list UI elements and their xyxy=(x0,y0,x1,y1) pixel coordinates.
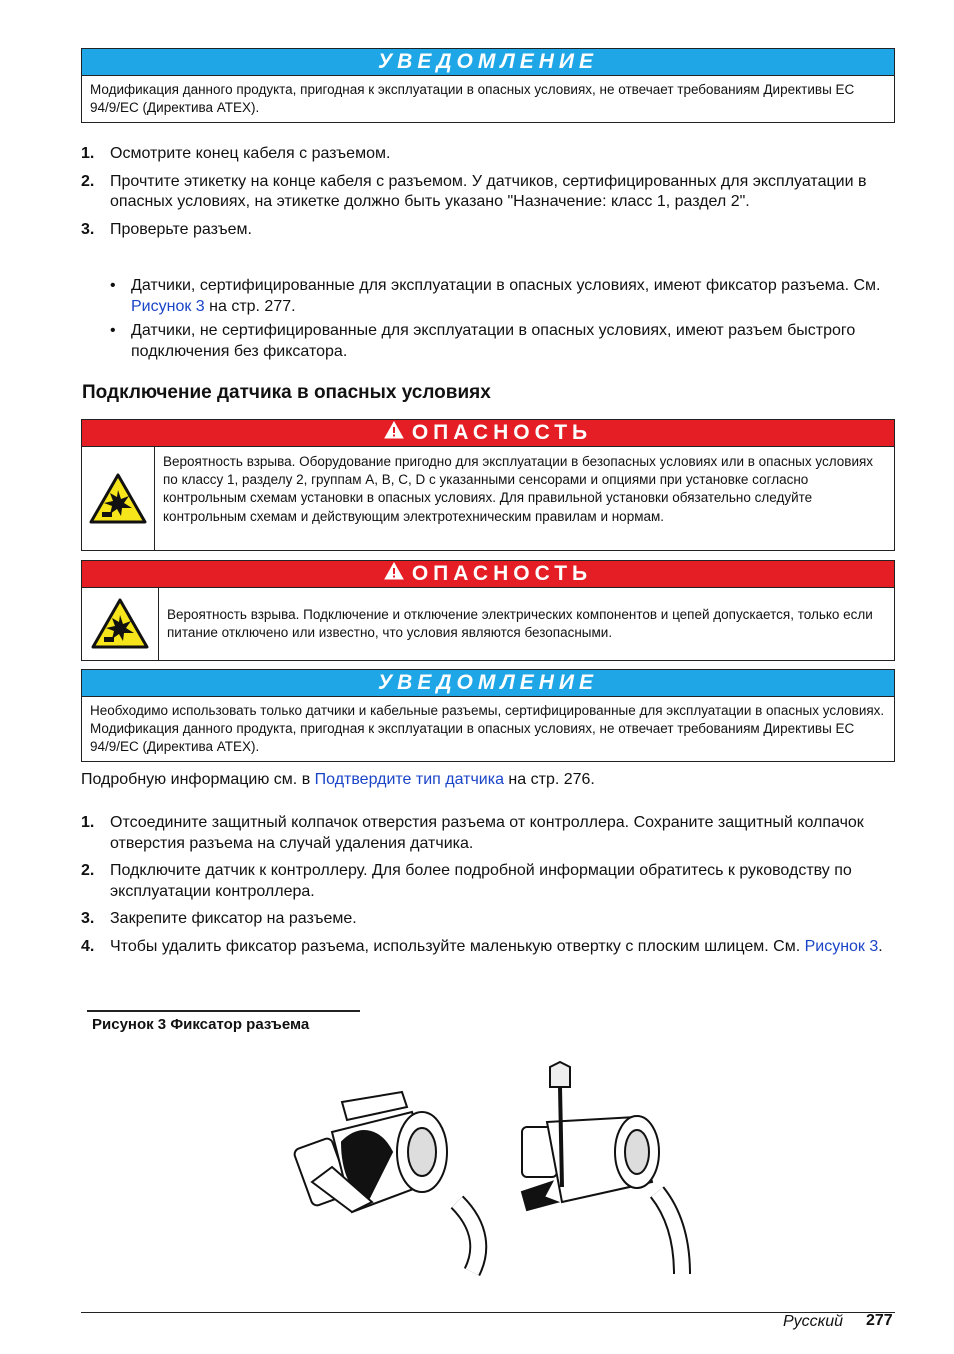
step-item xyxy=(81,172,895,213)
figure-3-link[interactable]: Рисунок 3 xyxy=(131,298,205,315)
notice-text: Необходимо использовать только датчики и кабельные разъемы, сертифицированные для эксплуатации в опасных условиях. Модификация данного продукта, пригодная к эксплуатации в опасных условиях, не отвечает требованиям Директивы ЕС 94/9/EC (Директива ATEX). xyxy=(90,703,885,754)
notice-header: УВЕДОМЛЕНИЕ xyxy=(82,49,894,76)
step-text: Прочтите этикетку на конце кабеля с разъемом. У датчиков, сертифицированных для эксплуатации в опасных условиях, на этикетке должно быть указано "Назначение: класс 1, раздел 2". xyxy=(110,172,867,210)
step-item xyxy=(81,813,895,854)
page-number: 277 xyxy=(866,1312,893,1329)
footer-rule xyxy=(81,1312,895,1313)
figure-3-link[interactable]: Рисунок 3 xyxy=(804,937,879,955)
danger-header xyxy=(82,561,894,588)
info-paragraph xyxy=(81,771,595,789)
step-number: 2. xyxy=(81,172,95,190)
connector-bullets xyxy=(110,275,895,365)
step-text: Осмотрите конец кабеля с разъемом. xyxy=(110,145,391,162)
bullet-text: Датчики, сертифицированные для эксплуатации в опасных условиях, имеют фиксатор разъема. См. xyxy=(131,277,881,294)
explosion-warning-icon xyxy=(82,447,155,550)
info-text: Подробную информацию см. в xyxy=(81,771,315,788)
step-number: 2. xyxy=(81,862,95,879)
connector-screwdriver-image xyxy=(522,1062,682,1274)
step-number: 3. xyxy=(81,910,95,927)
danger-header-label: ОПАСНОСТЬ xyxy=(411,562,593,585)
steps-check-connector xyxy=(81,144,895,247)
step-number: 4. xyxy=(81,937,95,955)
danger-text: Вероятность взрыва. Подключение и отключение электрических компонентов и цепей допускается, только если питание отключено или известно, что условия являются безопасными. xyxy=(167,607,873,641)
bullet-dot: • xyxy=(110,322,116,339)
step-text-after: . xyxy=(878,937,883,955)
step-item xyxy=(81,220,895,241)
bullet-item xyxy=(110,320,895,362)
step-item xyxy=(81,861,895,902)
step-item xyxy=(81,937,895,958)
explosion-warning-icon xyxy=(82,588,159,660)
warning-triangle-icon xyxy=(384,421,404,445)
notice-box-2 xyxy=(81,669,895,762)
step-item xyxy=(81,144,895,165)
section-title: Подключение датчика в опасных условиях xyxy=(82,382,491,403)
step-text: Закрепите фиксатор на разъеме. xyxy=(110,910,357,927)
bullet-text-after: на стр. 277. xyxy=(204,298,296,315)
figure-caption: Рисунок 3 Фиксатор разъема xyxy=(92,1016,310,1033)
danger-header xyxy=(82,420,894,447)
step-number: 3. xyxy=(81,220,95,238)
info-text-after: на стр. 276. xyxy=(503,771,595,788)
steps-connect-sensor xyxy=(81,813,895,964)
notice-box-1 xyxy=(81,48,895,123)
step-text: Проверьте разъем. xyxy=(110,220,252,238)
step-text: Отсоедините защитный колпачок отверстия разъема от контроллера. Сохраните защитный колпачок отверстия разъема на случай удаления датчика. xyxy=(110,814,864,852)
step-number: 1. xyxy=(81,814,95,831)
danger-text: Вероятность взрыва. Оборудование пригодно для эксплуатации в безопасных условиях или в опасных условиях по классу 1, разделу 2, группам A, B, C, D с указанными сенсорами и опциями при установке согласно контрольным схемам установки в опасных условиях. Для правильной установки обязательно следуйте контрольным схемам и действующим электротехническим правилам и нормам. xyxy=(163,454,874,524)
danger-box-2 xyxy=(81,560,895,661)
connector-lock-illustration xyxy=(282,1052,702,1278)
warning-triangle-icon xyxy=(384,562,404,586)
figure-rule xyxy=(87,1010,360,1012)
confirm-sensor-type-link[interactable]: Подтвердите тип датчика xyxy=(314,771,504,788)
bullet-dot: • xyxy=(110,277,116,294)
bullet-text: Датчики, не сертифицированные для эксплуатации в опасных условиях, имеют разъем быстрого подключения без фиксатора. xyxy=(131,322,856,360)
notice-header: УВЕДОМЛЕНИЕ xyxy=(82,670,894,697)
step-item xyxy=(81,909,895,930)
footer-language: Русский xyxy=(783,1313,844,1330)
notice-text: Модификация данного продукта, пригодная к эксплуатации в опасных условиях, не отвечает требованиям Директивы ЕС 94/9/EC (Директива ATEX). xyxy=(90,82,855,115)
connector-with-lock-image xyxy=(293,1092,478,1272)
bullet-item xyxy=(110,275,895,317)
step-text: Чтобы удалить фиксатор разъема, используйте маленькую отвертку с плоским шлицем. См. xyxy=(110,937,805,955)
step-number: 1. xyxy=(81,145,95,162)
step-text: Подключите датчик к контроллеру. Для более подробной информации обратитесь к руководству по эксплуатации контроллера. xyxy=(110,862,852,900)
danger-header-label: ОПАСНОСТЬ xyxy=(411,421,593,444)
danger-box-1 xyxy=(81,419,895,551)
